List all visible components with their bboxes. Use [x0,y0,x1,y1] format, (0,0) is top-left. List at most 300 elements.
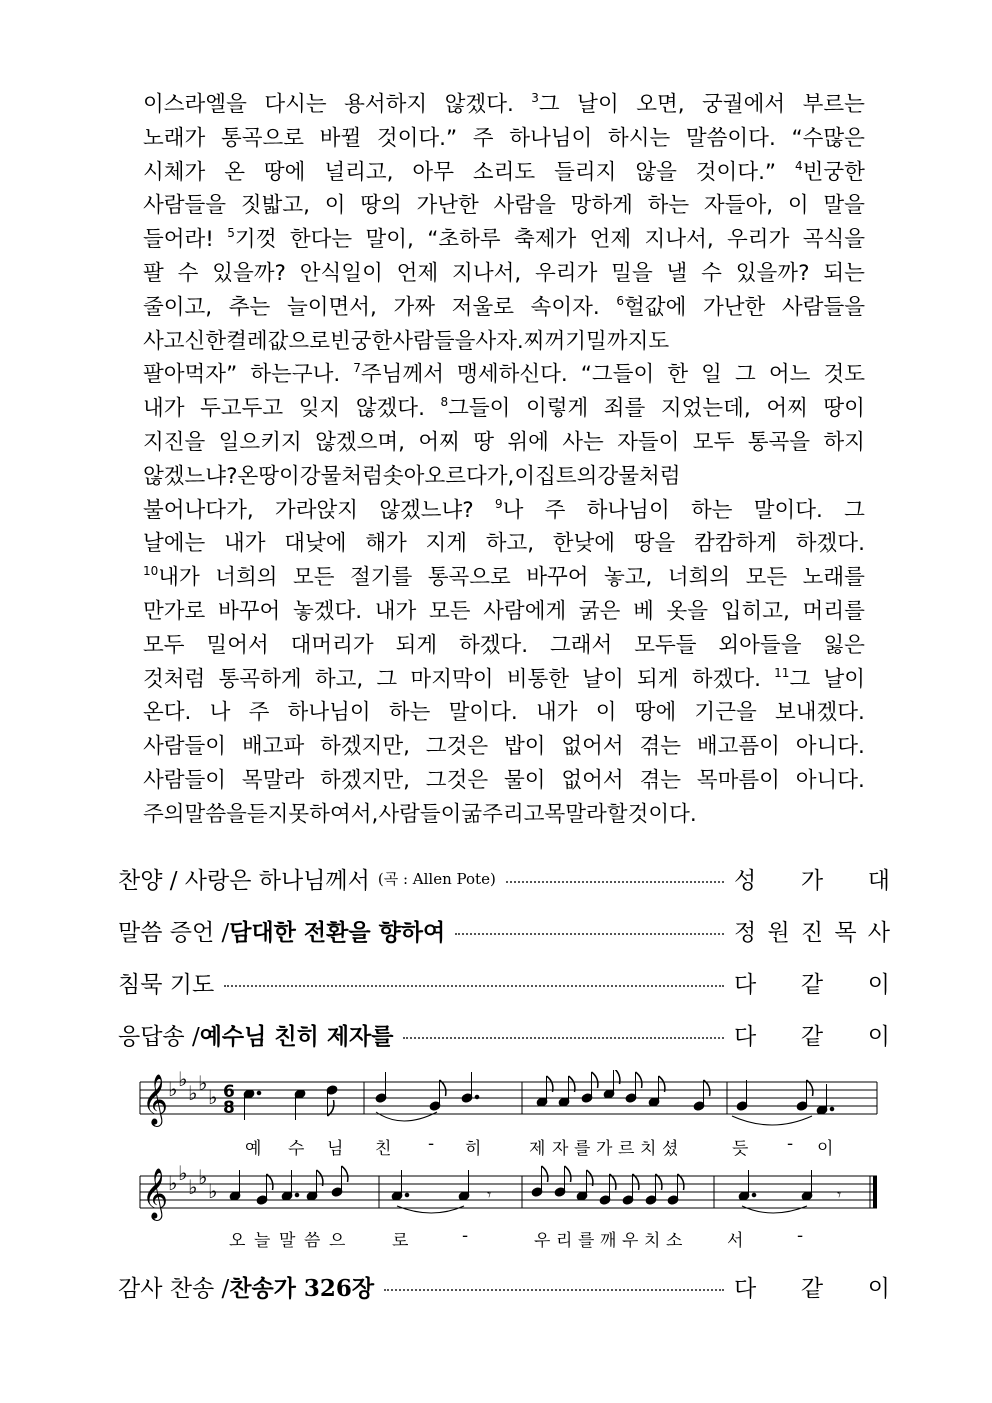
scripture-word: 이렇게 [525,396,589,422]
svg-text:♭: ♭ [188,1081,198,1105]
scripture-word: 것도 [823,362,865,388]
note-flag [542,1166,548,1182]
scripture-line [143,764,865,798]
scripture-word: 밥이 [503,734,546,760]
thanks-title: 찬송가 326장 [229,1274,375,1302]
scripture-word: 굵은 [578,598,621,624]
scripture-word: 들어라! [143,227,214,253]
scripture-word: 해가 [365,531,407,557]
scripture-word: 말이다. [753,497,823,523]
scripture-word: 않겠으며, [315,429,405,455]
scripture-word: 못하여서, [288,801,379,827]
scripture-word: 찌꺼기 [523,328,587,354]
eighth-rest-icon: 𝄾 [837,1185,842,1204]
scripture-word: 노래가 [143,125,206,151]
scripture-word: 어찌 [766,396,808,422]
scripture-word: $^3$그 [531,91,560,117]
scripture-word: $^4$빈궁한 [794,158,865,185]
verse-number: 7 [353,361,361,376]
scripture-word: $^8$그들이 [440,395,511,422]
music-score [132,1070,880,1260]
svg-text:♭: ♭ [178,1161,188,1185]
scripture-word: 할 [606,801,628,827]
scripture-word: 잃은 [823,632,865,658]
scripture-word: 모두 [692,429,735,455]
scripture-word: 일으키지 [218,429,302,455]
scripture-word: 들리지 [554,159,617,185]
verse-number: 4 [794,158,803,173]
thanks-label: 감사 찬송 / [118,1275,230,1302]
scripture-word: 통곡하게 [218,666,302,692]
scripture-word: 짓밟고, [240,193,310,219]
scripture-word: 너희의 [215,565,278,591]
lyric-syllable: 님 [327,1139,344,1159]
note-flag [565,1166,571,1182]
sermon-preacher [734,914,890,947]
participant-char: 다 [734,1275,757,1302]
scripture-word: $^9$나 [494,496,524,523]
scripture-word: 입히고, [720,598,790,624]
scripture-word: 땅에 [634,700,677,726]
lyric-syllable: - [428,1134,435,1154]
scripture-word: 통곡으로 [220,125,305,151]
lyric-syllable: 를 [574,1139,591,1159]
scripture-word: 가라앉지 [274,497,358,523]
scripture-word: 말씀이다. [685,125,776,151]
tie [742,1206,807,1213]
scripture-word: 겪는 [639,767,681,793]
scripture-word: 이집트의 [514,463,598,489]
tie [376,1112,437,1121]
scripture-word: 모든 [428,598,471,624]
participant-char: 같 [800,1275,824,1302]
lyric-syllable: 치 [644,1231,661,1251]
scripture-word: 물이 [503,767,546,793]
scripture-word: 언제 [396,260,439,286]
participant-char: 진 [800,919,824,946]
scripture-word: 없어서 [561,767,624,793]
note-dot [295,1193,299,1197]
scripture-word: 온 [237,463,259,489]
verse-number: 10 [143,564,159,579]
scripture-word: 대낮에 [284,531,347,557]
praise-composer-note: (곡 : Allen Pote) [377,869,496,888]
scripture-word: 추는 [228,294,271,320]
scripture-word: 밀을 [611,260,653,286]
scripture-word: 축제가 [513,227,577,253]
order-response [118,1014,890,1054]
scripture-word: 지나서, [452,260,522,286]
scripture-word: 모든 [745,565,788,591]
scripture-word: 하겠지만, [320,734,410,760]
scripture-word: $^6$헐값에 [616,293,687,320]
scripture-word: 그 [844,497,865,523]
scripture-word: 주 [544,497,566,523]
scripture-word: 밀까지도 [586,328,670,354]
scripture-word: 소리도 [472,159,536,185]
svg-text:♭: ♭ [198,1071,208,1095]
scripture-word: 내가 [224,531,266,557]
scripture-word: 아무 [412,159,454,185]
scripture-word: 그래서 [550,632,613,658]
scripture-word: 것처럼 [143,666,206,692]
scripture-word: 기근을 [694,700,757,726]
scripture-word: 값으로 [267,328,330,354]
scripture-word: 언제 [589,227,632,253]
scripture-word: 목말라 [241,767,305,793]
scripture-word: 솟아오르다가, [382,463,515,489]
scripture-line [143,460,865,494]
scripture-line [143,392,865,426]
scripture-passage [143,88,865,832]
note-flag [342,1166,348,1182]
verse-number: 8 [440,395,449,410]
scripture-word: 내가 [143,396,185,422]
sermon-title: 담대한 전환을 향하여 [229,919,446,946]
scripture-word: 것이다.” [695,159,777,185]
scripture-word: 켤레 [226,328,268,354]
scripture-word: 아니다. [795,767,865,793]
scripture-line [143,257,865,291]
order-praise [118,858,890,898]
scripture-line [143,325,865,359]
scripture-word: 배고파 [241,734,305,760]
scripture-word: 주 [472,125,494,151]
scripture-word: 하나님이 [586,497,670,523]
scripture-word: 나 [209,700,231,726]
scripture-word: 말을 [823,193,865,219]
verse-number: 6 [616,293,625,308]
lyric-syllable: 를 [578,1231,595,1251]
svg-text:♭: ♭ [178,1070,188,1091]
scripture-word: 이 [324,193,346,219]
scripture-word: 듣지 [246,801,289,827]
scripture-word: 사람들이 [378,801,462,827]
participant-char: 이 [867,1275,890,1302]
scripture-word: 말이, [365,227,414,253]
scripture-word: 보내겠다. [774,700,865,726]
participant-char: 다 [734,1023,757,1050]
thanks-participants [734,1270,890,1303]
leader-dots [384,1289,724,1291]
scripture-word: 않겠느냐? [143,463,238,489]
note-dot [475,1095,479,1099]
scripture-word: 비통한 [506,666,570,692]
scripture-word: 캄캄하게 [694,531,778,557]
scripture-word: 하시는 [607,125,671,151]
scripture-word: 사람에게 [483,598,567,624]
note-dot [405,1193,409,1197]
participant-char: 가 [800,867,824,894]
scripture-word: 바뀔 [319,125,362,151]
scripture-word: 날에는 [143,531,206,557]
scripture-word: 땅을 [633,531,676,557]
scripture-word: 용서하지 [344,92,428,117]
scripture-word: 놓겠다. [292,598,363,624]
scripture-line [143,527,865,561]
svg-text:♭: ♭ [198,1165,208,1189]
scripture-word: 되는 [823,260,865,286]
scripture-word: $^{10}$내가 [143,564,200,591]
sermon-label: 말씀 증언 / [118,919,230,946]
scripture-word: 하겠지만, [320,767,410,793]
scripture-word: 어찌 [418,429,460,455]
verse-number: 3 [531,91,539,105]
scripture-word: 않을 [635,159,677,185]
scripture-word: 온다. [143,700,192,726]
scripture-word: “초하루 [427,227,501,253]
scripture-word: 있을까? [212,260,286,286]
scripture-line [143,561,865,595]
participant-char: 이 [867,1023,890,1050]
scripture-word: 죄를 [603,396,646,422]
verse-number: 11 [774,665,790,680]
scripture-word: 머리를 [802,598,865,624]
scripture-word: 만가로 [143,598,206,624]
scripture-word: 사람들이 [143,767,227,793]
scripture-word: 바꾸어 [526,565,589,591]
scripture-word: $^5$기껏 [227,226,277,253]
scripture-word: 위에 [507,429,549,455]
scripture-line [143,730,865,764]
scripture-word: 하겠다. [795,531,865,557]
lyric-syllable: 치 [640,1139,657,1159]
scripture-word: 가난한 [702,294,766,320]
scripture-word: 절기를 [350,565,413,591]
scripture-word: 어느 [768,362,811,388]
participant-char: 원 [767,919,790,946]
scripture-word: 하겠다. [691,666,761,692]
scripture-word: 망하게 [570,193,633,219]
scripture-word: 두고두고 [200,396,284,422]
scripture-word: 부르는 [802,92,865,117]
lyric-syllable: 듯 [732,1139,749,1159]
scripture-word: 하나님이 [287,700,371,726]
scripture-word: 모두들 [634,632,697,658]
scripture-word: 사람들이 [143,734,227,760]
scripture-word: 않겠다. [444,92,514,117]
note-dot [752,1193,756,1197]
lyric-syllable: 오 [229,1231,246,1251]
time-signature-top: 6 [223,1082,235,1102]
order-sermon [118,910,890,950]
scripture-word: 마지막이 [410,666,494,692]
praise-label: 찬양 / 사랑은 하나님께서 [118,867,370,894]
scripture-word: 땅이 [823,396,865,422]
scripture-word: 속이자. [530,294,600,320]
scripture-word: 수 [701,260,722,286]
participant-char: 같 [800,1023,824,1050]
scripture-word: 한 [205,328,227,354]
scripture-word: 하는구나. [250,362,341,388]
participant-char: 다 [734,971,757,998]
scripture-line [143,595,865,629]
scripture-word: 오면, [636,92,685,117]
svg-text:♭: ♭ [208,1085,218,1109]
scripture-line [143,494,865,528]
scripture-word: 그것은 [425,767,489,793]
scripture-word: 맹세하신다. [457,362,568,388]
lyric-syllable: 친 [375,1139,392,1159]
scripture-line [143,358,865,392]
scripture-word: 통곡으로 [427,565,511,591]
scripture-word: 겪는 [639,734,681,760]
scripture-word: 늘이면서, [286,294,377,320]
lyric-syllable: 서 [727,1231,744,1251]
svg-text:♭: ♭ [168,1077,178,1101]
lyric-syllable: - [787,1134,794,1154]
scripture-word: 날이 [577,92,619,117]
verse-number: 9 [494,496,503,511]
scripture-line [143,156,865,190]
scripture-word: 않겠느냐? [379,497,474,523]
time-signature-bottom: 8 [223,1098,235,1118]
svg-text:♭: ♭ [168,1171,178,1195]
lyric-syllable: - [462,1226,469,1246]
scripture-word: 땅이 [258,463,300,489]
scripture-word: 이 [595,700,617,726]
scripture-word: 모두 [143,632,185,658]
scripture-word: 지진을 [143,429,206,455]
scripture-word: 우리가 [727,227,790,253]
scripture-word: 목말라 [544,801,607,827]
scripture-word: 우리가 [535,260,598,286]
scripture-line [143,223,865,257]
scripture-word: $^{11}$그 [774,665,811,692]
scripture-word: 베 [633,598,654,624]
scripture-line [143,696,865,730]
scripture-word: 그 [735,362,756,388]
scripture-word: $^7$주님께서 [353,361,444,388]
scripture-line [143,426,865,460]
treble-clef-icon: 𝄞 [142,1168,169,1219]
scripture-word: 이 [787,193,809,219]
scripture-word: 시체가 [143,159,206,185]
scripture-word: 팔아먹자” [143,362,238,388]
scripture-word: 한 [667,362,689,388]
scripture-word: 없어서 [561,734,624,760]
response-label: 응답송 / [118,1023,200,1050]
scripture-word: 자들이 [617,429,680,455]
lyric-syllable: 제 [529,1139,546,1159]
scripture-word: 외아들을 [718,632,802,658]
lyric-syllable: 이 [817,1139,834,1159]
scripture-word: 그 [376,666,398,692]
lyric-syllable: 자 [552,1139,569,1159]
scripture-word: 사는 [562,429,604,455]
scripture-word: 이스라엘을 [143,92,247,117]
scripture-line [143,122,865,156]
scripture-word: 지게 [425,531,468,557]
scripture-word: 굶주리고 [461,801,545,827]
prayer-label: 침묵 기도 [118,971,215,998]
lyric-syllable: 로 [392,1231,409,1251]
lyric-syllable: 히 [465,1139,482,1159]
scripture-word: 온 [224,159,245,185]
scripture-word: 강물처럼 [299,463,383,489]
scripture-word: 것이다.” [376,125,458,151]
scripture-word: “수많은 [791,125,865,151]
order-prayer [118,962,890,1002]
scripture-word: 하지 [823,429,865,455]
scripture-word: 하는 [388,700,431,726]
eighth-rest-icon: 𝄾 [487,1185,492,1204]
lyric-syllable: 씀 [304,1231,321,1251]
participant-char: 정 [734,919,757,946]
lyric-syllable: 예 [245,1139,262,1159]
order-thanks [118,1266,890,1306]
scripture-word: 땅에 [263,159,306,185]
scripture-word: 가짜 [393,294,436,320]
scripture-word: 되게 [395,632,438,658]
scripture-word: 그것은 [425,734,489,760]
treble-clef-icon: 𝄞 [142,1074,169,1125]
lyric-syllable: 소 [666,1231,683,1251]
scripture-word: 내가 [374,598,417,624]
note-dot [257,1091,261,1095]
scripture-word: 불어나다가, [143,497,254,523]
scripture-word: 곡식을 [802,227,865,253]
scripture-word: 너희의 [667,565,731,591]
scripture-word: 궁궐에서 [702,92,786,117]
scripture-word: 사람들을 [781,294,865,320]
scripture-word: 하나님이 [509,125,593,151]
lyric-syllable: 수 [288,1139,305,1159]
scripture-word: 다시는 [264,92,327,117]
svg-text:♭: ♭ [208,1179,218,1203]
scripture-word: 사고 [143,328,185,354]
leader-dots [506,881,724,883]
lyric-syllable: 늘 [254,1231,271,1251]
note-flag [592,1072,598,1088]
lyric-syllable: 리 [556,1231,573,1251]
note-dot [830,1107,834,1111]
key-signature-flats [168,1070,217,1203]
prayer-participants [734,966,890,999]
scripture-word: 사람들을 [392,328,476,354]
scripture-word: 날이 [823,666,865,692]
scripture-word: 목마름이 [696,767,780,793]
scripture-line [143,798,865,832]
participant-char: 성 [734,867,757,894]
lyric-syllable: 깨 [600,1231,617,1251]
lyric-syllable: 가 [596,1139,613,1159]
scripture-word: 놓고, [604,565,653,591]
scripture-word: 것이다. [627,801,697,827]
lyric-syllable: 우 [534,1231,551,1251]
scripture-word: 가난한 [416,193,479,219]
scripture-word: 사자. [475,328,524,354]
leader-dots [455,933,724,935]
scripture-word: 자들아, [703,193,774,219]
scripture-word: 하는 [647,193,690,219]
scripture-line [143,629,865,663]
scripture-word: 말씀을 [184,801,247,827]
scripture-word: 되게 [637,666,679,692]
note-flag [636,1072,642,1088]
scripture-word: 대머리가 [290,632,374,658]
scripture-word: 날이 [582,666,624,692]
scripture-word: 잊지 [298,396,341,422]
participant-char: 사 [867,919,890,946]
scripture-word: 주 [248,700,270,726]
scripture-word: 신 [184,328,206,354]
scripture-word: 안식일이 [299,260,383,286]
scripture-word: 지나서, [644,227,714,253]
scripture-word: 하는 [690,497,733,523]
scripture-word: 땅의 [360,193,402,219]
scripture-word: 하고, [314,666,364,692]
